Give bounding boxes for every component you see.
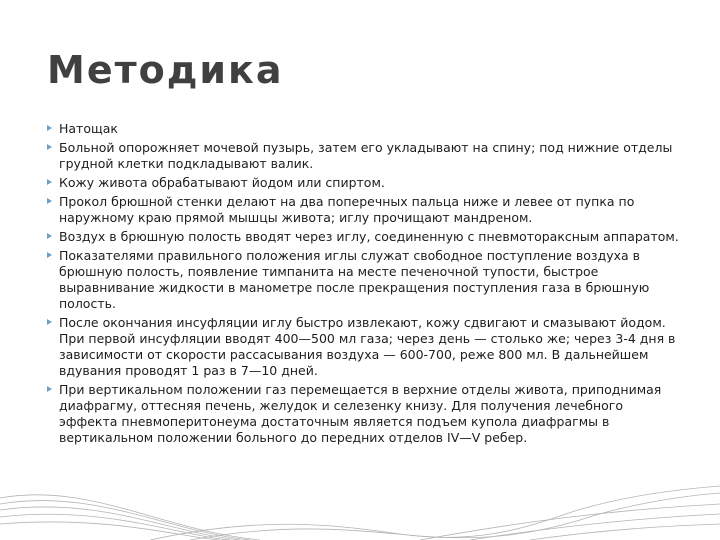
bullet-text: Прокол брюшной стенки делают на два поперечных пальца ниже и левее от пупка по наружному краю прямой мышцы живота; иглу прочищают мандреном. <box>59 194 635 225</box>
bullet-item <box>44 315 680 379</box>
wave-decoration <box>0 460 720 540</box>
bullet-arrow-icon <box>47 198 52 204</box>
bullet-text: Кожу живота обрабатывают йодом или спиртом. <box>59 175 385 190</box>
bullet-item <box>44 382 680 446</box>
bullet-item <box>44 140 680 172</box>
bullet-arrow-icon <box>47 252 52 258</box>
bullet-text: После окончания инсуфляции иглу быстро извлекают, кожу сдвигают и смазывают йодом. При первой инсуфляции вводят 400—500 мл газа; через день — столько же; через 3-4 дня в зависимости от скорости рассасывания воздуха — 600-700, реже 800 мл. В дальнейшем вдувания проводят 1 раз в 7—10 дней. <box>59 315 676 378</box>
bullet-text: Воздух в брюшную полость вводят через иглу, соединенную с пневмотораксным аппаратом. <box>59 229 679 244</box>
bullet-text: Натощак <box>59 121 118 136</box>
bullet-arrow-icon <box>47 144 52 150</box>
bullet-text: Больной опорожняет мочевой пузырь, затем его укладывают на спину; под нижние отделы грудной клетки подкладывают валик. <box>59 140 673 171</box>
bullet-item <box>44 248 680 312</box>
bullet-text: При вертикальном положении газ перемещается в верхние отделы живота, приподнимая диафрагму, оттесняя печень, желудок и селезенку книзу. Для получения лечебного эффекта пневмоперитонеума достаточным является подъем купола диафрагмы в вертикальном положении больного до передних отделов IV—V ребер. <box>59 382 662 445</box>
bullet-text: Показателями правильного положения иглы служат свободное поступление воздуха в брюшную полость, появление тимпанита на месте печеночной тупости, быстрое выравнивание жидкости в манометре после прекращения поступления газа в брюшную полость. <box>59 248 650 311</box>
bullet-item <box>44 194 680 226</box>
bullet-list <box>44 121 680 449</box>
bullet-arrow-icon <box>47 179 52 185</box>
bullet-arrow-icon <box>47 233 52 239</box>
bullet-item <box>44 229 680 245</box>
bullet-arrow-icon <box>47 386 52 392</box>
bullet-arrow-icon <box>47 125 52 131</box>
slide-title: Методика <box>47 48 284 92</box>
bullet-arrow-icon <box>47 319 52 325</box>
bullet-item <box>44 121 680 137</box>
bullet-item <box>44 175 680 191</box>
